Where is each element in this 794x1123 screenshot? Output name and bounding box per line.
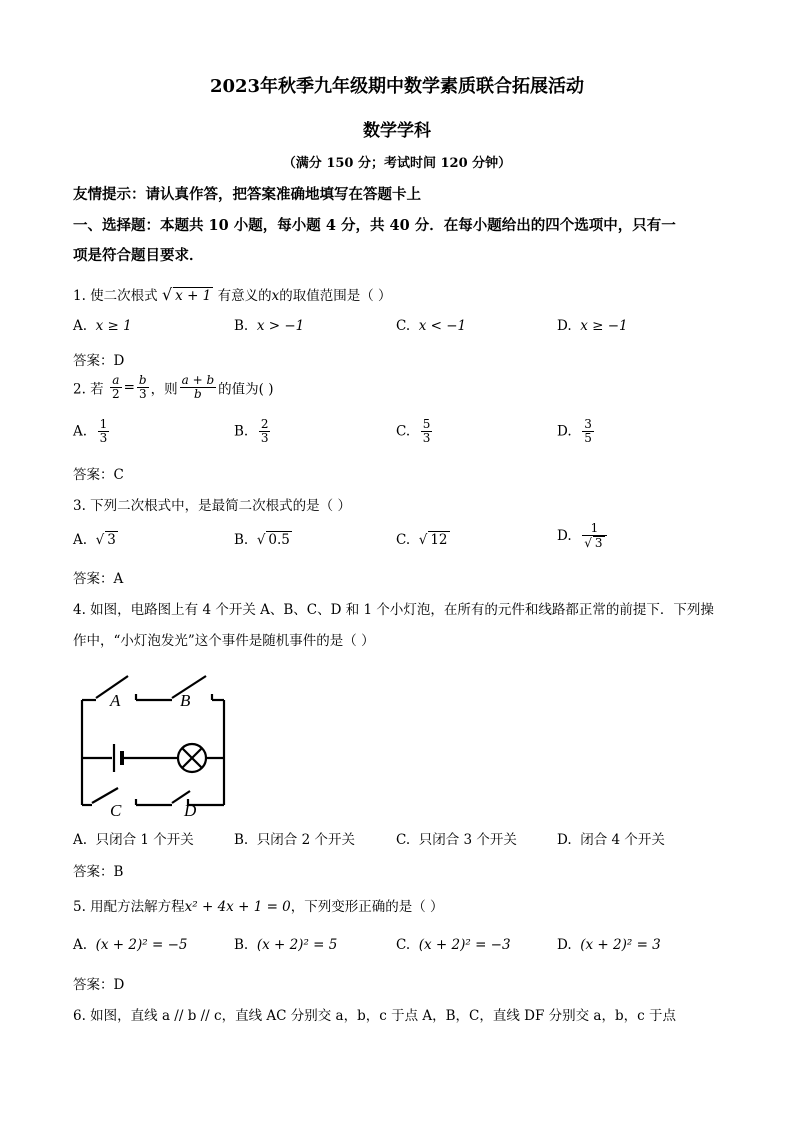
question-4-line1: 4. 如图，电路图上有 4 个开关 A、B、C、D 和 1 个小灯泡，在所有的元件和线路都正常的前提下．下列操 <box>73 602 714 618</box>
switch-label-a: A <box>110 691 121 710</box>
q3-option-b: B. √ 0.5 <box>234 532 290 548</box>
question-2-stem: 2. 若 $\frac{a}{2}$ = $\frac{b}{3}$ ，则 $\frac{a + b}{b}$ 的值为( ) <box>73 373 274 402</box>
section1-line2: 项是符合题目要求． <box>73 247 204 264</box>
q1-option-b: B. x > −1 <box>234 318 305 334</box>
q1-radicand: x + 1 <box>175 288 212 304</box>
switch-label-b: B <box>180 691 191 710</box>
exam-title: 2023年秋季九年级期中数学素质联合拓展活动 <box>209 76 585 97</box>
question-3-stem: 3. 下列二次根式中，是最简二次根式的是（ ） <box>73 498 351 514</box>
q1-prefix: 1. 使二次根式 <box>73 288 158 304</box>
q3-answer: 答案：A <box>73 571 124 587</box>
q2-option-a: A. $\frac{1}{3}$ <box>73 417 108 446</box>
q5-option-d: D. (x + 2)² = 3 <box>557 937 661 953</box>
q1-option-c: C. x < −1 <box>396 318 467 334</box>
friendly-tip: 友情提示：请认真作答，把答案准确地填写在答题卡上 <box>73 186 421 203</box>
q2-answer: 答案：C <box>73 467 124 483</box>
q1-option-a: A. x ≥ 1 <box>73 318 132 334</box>
q1-answer: 答案：D <box>73 353 125 369</box>
q2-option-c: C. $\frac{5}{3}$ <box>396 417 431 446</box>
question-5-stem: 5. 用配方法解方程x² + 4x + 1 = 0，下列变形正确的是（ ） <box>73 899 444 915</box>
circuit-diagram <box>70 660 240 820</box>
q1-option-d: D. x ≥ −1 <box>557 318 628 334</box>
question-6-line1: 6. 如图，直线 a // b // c，直线 AC 分别交 a，b，c 于点 A，B，C，直线 DF 分别交 a，b，c 于点 <box>73 1008 676 1024</box>
q5-answer: 答案：D <box>73 977 125 993</box>
question-1-stem <box>73 284 392 304</box>
q2-option-d: D. $\frac{3}{5}$ <box>557 417 592 446</box>
q3-option-c: C. √ 12 <box>396 532 448 548</box>
subject-title: 数学学科 <box>363 121 431 141</box>
q1-end: 的取值范围是（ ） <box>279 288 392 304</box>
exam-info: （满分 150 分；考试时间 120 分钟） <box>282 156 512 171</box>
sqrt-sign: √ <box>161 285 173 304</box>
q3-option-d: D. $\frac{1}{√ 3}$ <box>557 522 609 550</box>
q5-option-c: C. (x + 2)² = −3 <box>396 937 511 953</box>
switch-label-d: D <box>184 801 197 820</box>
q1-var: x <box>271 288 280 304</box>
q2-option-b: B. $\frac{2}{3}$ <box>234 417 269 446</box>
section1-line1: 一、选择题：本题共 10 小题，每小题 4 分，共 40 分．在每小题给出的四个选项中，只有一 <box>73 217 676 234</box>
q4-answer: 答案：B <box>73 864 124 880</box>
q5-option-a: A. (x + 2)² = −5 <box>73 937 188 953</box>
q4-option-d: D. 闭合 4 个开关 <box>557 832 665 848</box>
q4-option-a: A. 只闭合 1 个开关 <box>73 832 194 848</box>
q3-option-a: A. √ 3 <box>73 532 116 548</box>
q5-option-b: B. (x + 2)² = 5 <box>234 937 338 953</box>
q1-mid: 有意义的 <box>217 288 272 304</box>
q4-option-b: B. 只闭合 2 个开关 <box>234 832 355 848</box>
q4-option-c: C. 只闭合 3 个开关 <box>396 832 517 848</box>
question-4-line2: 作中，“小灯泡发光”这个事件是随机事件的是（ ） <box>73 633 375 649</box>
switch-label-c: C <box>110 801 122 820</box>
